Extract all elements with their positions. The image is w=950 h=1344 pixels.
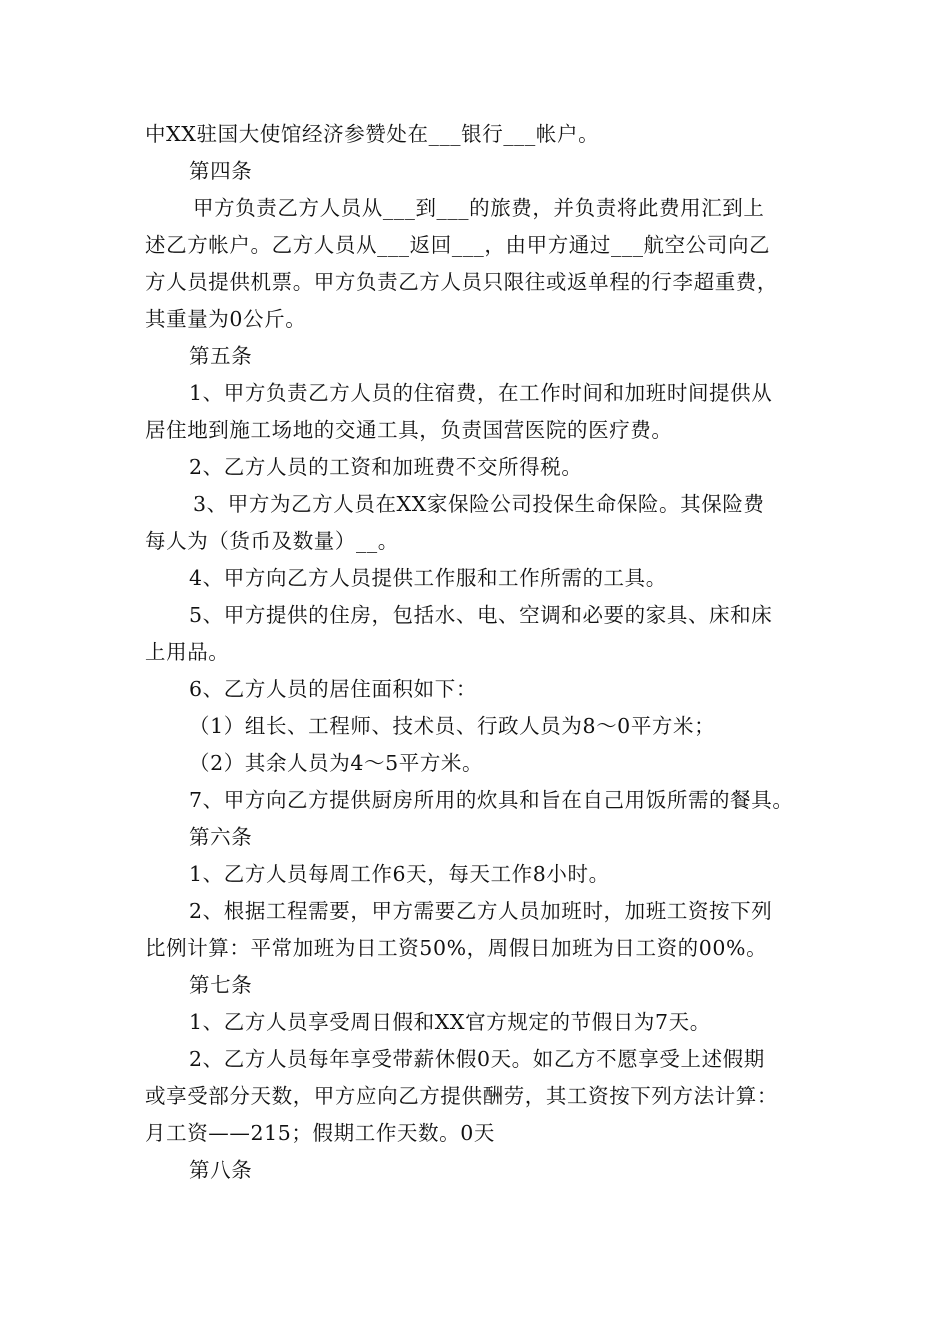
text-line: 居住地到施工场地的交通工具，负责国营医院的医疗费。 (145, 418, 673, 442)
article-heading-5: 第五条 (189, 344, 253, 368)
text-line: 5、甲方提供的住房，包括水、电、空调和必要的家具、床和床 (189, 603, 773, 627)
article-heading-6: 第六条 (189, 825, 253, 849)
text-line: （1）组长、工程师、技术员、行政人员为8～0平方米； (189, 714, 716, 738)
text-line: 3、甲方为乙方人员在XX家保险公司投保生命保险。其保险费 (193, 492, 765, 516)
text-line: 1、乙方人员享受周日假和XX官方规定的节假日为7天。 (189, 1010, 711, 1034)
text-line: 1、乙方人员每周工作6天，每天工作8小时。 (189, 862, 610, 886)
text-line: 4、甲方向乙方人员提供工作服和工作所需的工具。 (189, 566, 667, 590)
text-line: （2）其余人员为4～5平方米。 (189, 751, 484, 775)
article-heading-8: 第八条 (189, 1158, 253, 1182)
text-line: 6、乙方人员的居住面积如下： (189, 677, 477, 701)
text-line: 1、甲方负责乙方人员的住宿费，在工作时间和加班时间提供从 (189, 381, 773, 405)
text-line: 7、甲方向乙方提供厨房所用的炊具和旨在自己用饭所需的餐具。 (189, 788, 794, 812)
text-line: 月工资——215；假期工作天数。0天 (145, 1121, 495, 1145)
text-line: 方人员提供机票。甲方负责乙方人员只限往或返单程的行李超重费， (145, 270, 778, 294)
text-line: 或享受部分天数，甲方应向乙方提供酬劳，其工资按下列方法计算： (145, 1084, 778, 1108)
text-line: 述乙方帐户。乙方人员从___返回___，由甲方通过___航空公司向乙 (145, 233, 771, 257)
text-line: 每人为（货币及数量）__。 (145, 529, 399, 553)
text-line: 其重量为0公斤。 (145, 307, 307, 331)
text-line: 甲方负责乙方人员从___到___的旅费，并负责将此费用汇到上 (193, 196, 765, 220)
text-line: 中XX驻国大使馆经济参赞处在___银行___帐户。 (145, 122, 600, 146)
text-line: 比例计算：平常加班为日工资50%，周假日加班为日工资的00%。 (145, 936, 768, 960)
text-line: 上用品。 (145, 640, 230, 664)
article-heading-7: 第七条 (189, 973, 253, 997)
text-line: 2、乙方人员每年享受带薪休假0天。如乙方不愿享受上述假期 (189, 1047, 765, 1071)
text-line: 2、乙方人员的工资和加班费不交所得税。 (189, 455, 583, 479)
article-heading-4: 第四条 (189, 159, 253, 183)
text-line: 2、根据工程需要，甲方需要乙方人员加班时，加班工资按下列 (189, 899, 773, 923)
document-page (145, 116, 815, 1189)
